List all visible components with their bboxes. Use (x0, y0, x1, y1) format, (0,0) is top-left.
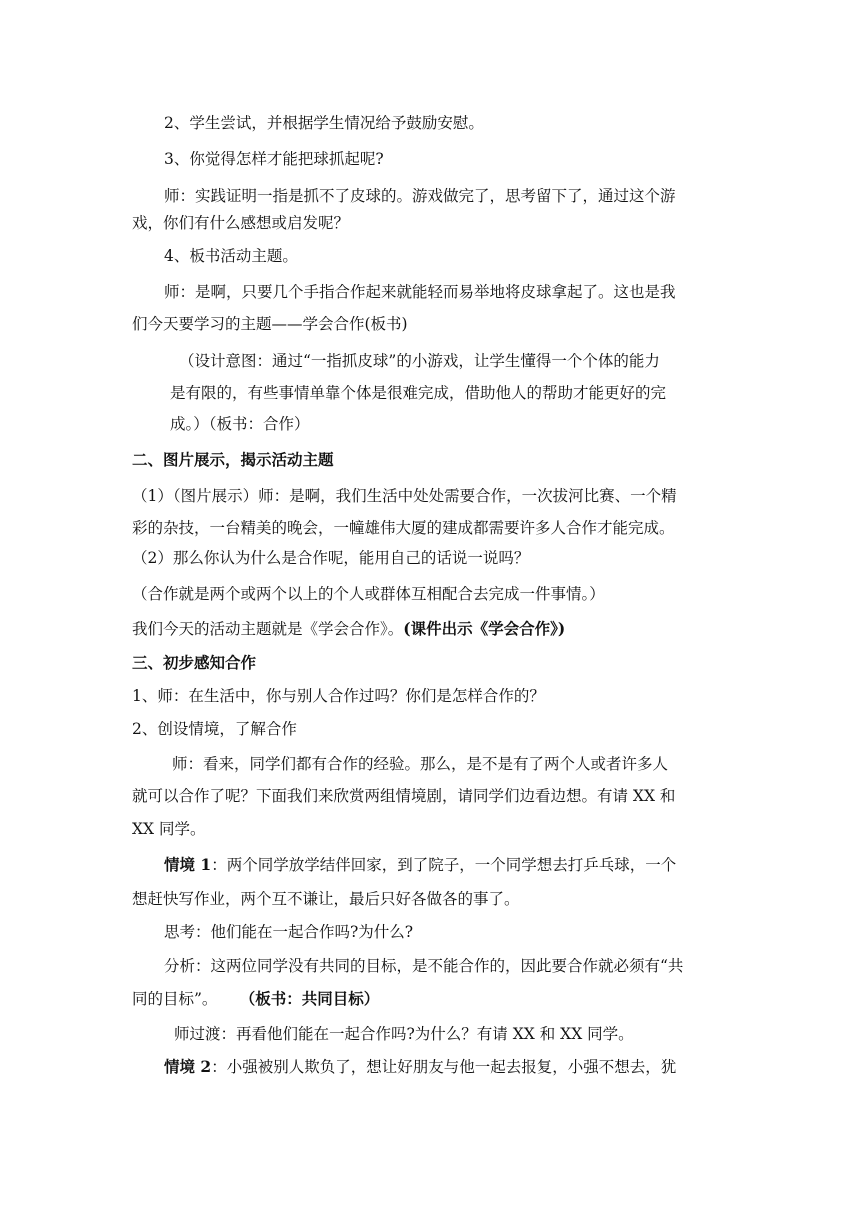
text-line: 戏，你们有什么感想或启发呢？ (132, 214, 350, 232)
section-heading: 二、图片展示，揭示活动主题 (132, 450, 334, 469)
text-line: 想赶快写作业，两个互不谦让，最后只好各做各的事了。 (132, 890, 520, 908)
text-line: （1）（图片展示）师：是啊，我们生活中处处需要合作，一次拔河比赛、一个精 (132, 487, 677, 505)
text-line: 分析：这两位同学没有共同的目标，是不能合作的，因此要合作就必须有“共 (164, 957, 684, 975)
text-run: 我们今天的活动主题就是《学会合作》。 (132, 620, 404, 638)
design-intent-line: 是有限的，有些事情单靠个体是很难完成，借助他人的帮助才能更好的完 (170, 384, 667, 402)
text-line: 们今天要学习的主题——学会合作(板书) (132, 315, 408, 333)
text-line: 2、创设情境，了解合作 (132, 720, 297, 738)
design-intent-line: （设计意图：通过“一指抓皮球”的小游戏，让学生懂得一个个体的能力 (179, 352, 660, 370)
text-line: 彩的杂技，一台精美的晚会，一幢雄伟大厦的建成都需要许多人合作才能完成。 (132, 519, 675, 537)
text-line: XX 同学。 (132, 820, 206, 838)
text-line: 3、你觉得怎样才能把球抓起呢? (164, 150, 384, 168)
text-line: 思考：他们能在一起合作吗?为什么? (164, 923, 414, 941)
text-line: 就可以合作了呢？下面我们来欣赏两组情境剧，请同学们边看边想。有请 XX 和 (132, 787, 676, 805)
text-line: 师：看来，同学们都有合作的经验。那么，是不是有了两个人或者许多人 (172, 755, 669, 773)
text-line (164, 855, 676, 875)
text-line: 4、板书活动主题。 (164, 247, 298, 265)
text-line (132, 619, 565, 639)
text-line: （合作就是两个或两个以上的个人或群体互相配合去完成一件事情。） (132, 585, 605, 603)
text-line: 师：是啊，只要几个手指合作起来就能轻而易举地将皮球拿起了。这也是我 (164, 283, 676, 301)
scenario-label: 情境 1 (164, 855, 212, 874)
section-heading: 三、初步感知合作 (132, 653, 257, 672)
text-line (132, 989, 379, 1009)
text-line: 1、师：在生活中，你与别人合作过吗？你们是怎样合作的？ (132, 687, 545, 705)
text-line (164, 1057, 676, 1077)
design-intent-line: 成。）（板书：合作） (170, 415, 310, 433)
board-note: （板书：共同目标） (247, 989, 380, 1008)
text-line: 师：实践证明一指是抓不了皮球的。游戏做完了，思考留下了，通过这个游 (164, 187, 676, 205)
scenario-label: 情境 2 (164, 1057, 212, 1076)
text-run: 同的目标”。 (132, 990, 218, 1008)
text-line: 2、学生尝试，并根据学生情况给予鼓励安慰。 (164, 114, 484, 132)
text-run: ：小强被别人欺负了，想让好朋友与他一起去报复，小强不想去，犹 (211, 1058, 677, 1076)
text-line: 师过渡：再看他们能在一起合作吗?为什么？有请 XX 和 XX 同学。 (174, 1025, 634, 1043)
courseware-note: (课件出示《学会合作》) (403, 619, 566, 638)
text-line: （2）那么你认为什么是合作呢，能用自己的话说一说吗？ (132, 549, 530, 567)
text-run: ：两个同学放学结伴回家，到了院子，一个同学想去打乒乓球，一个 (211, 856, 677, 874)
